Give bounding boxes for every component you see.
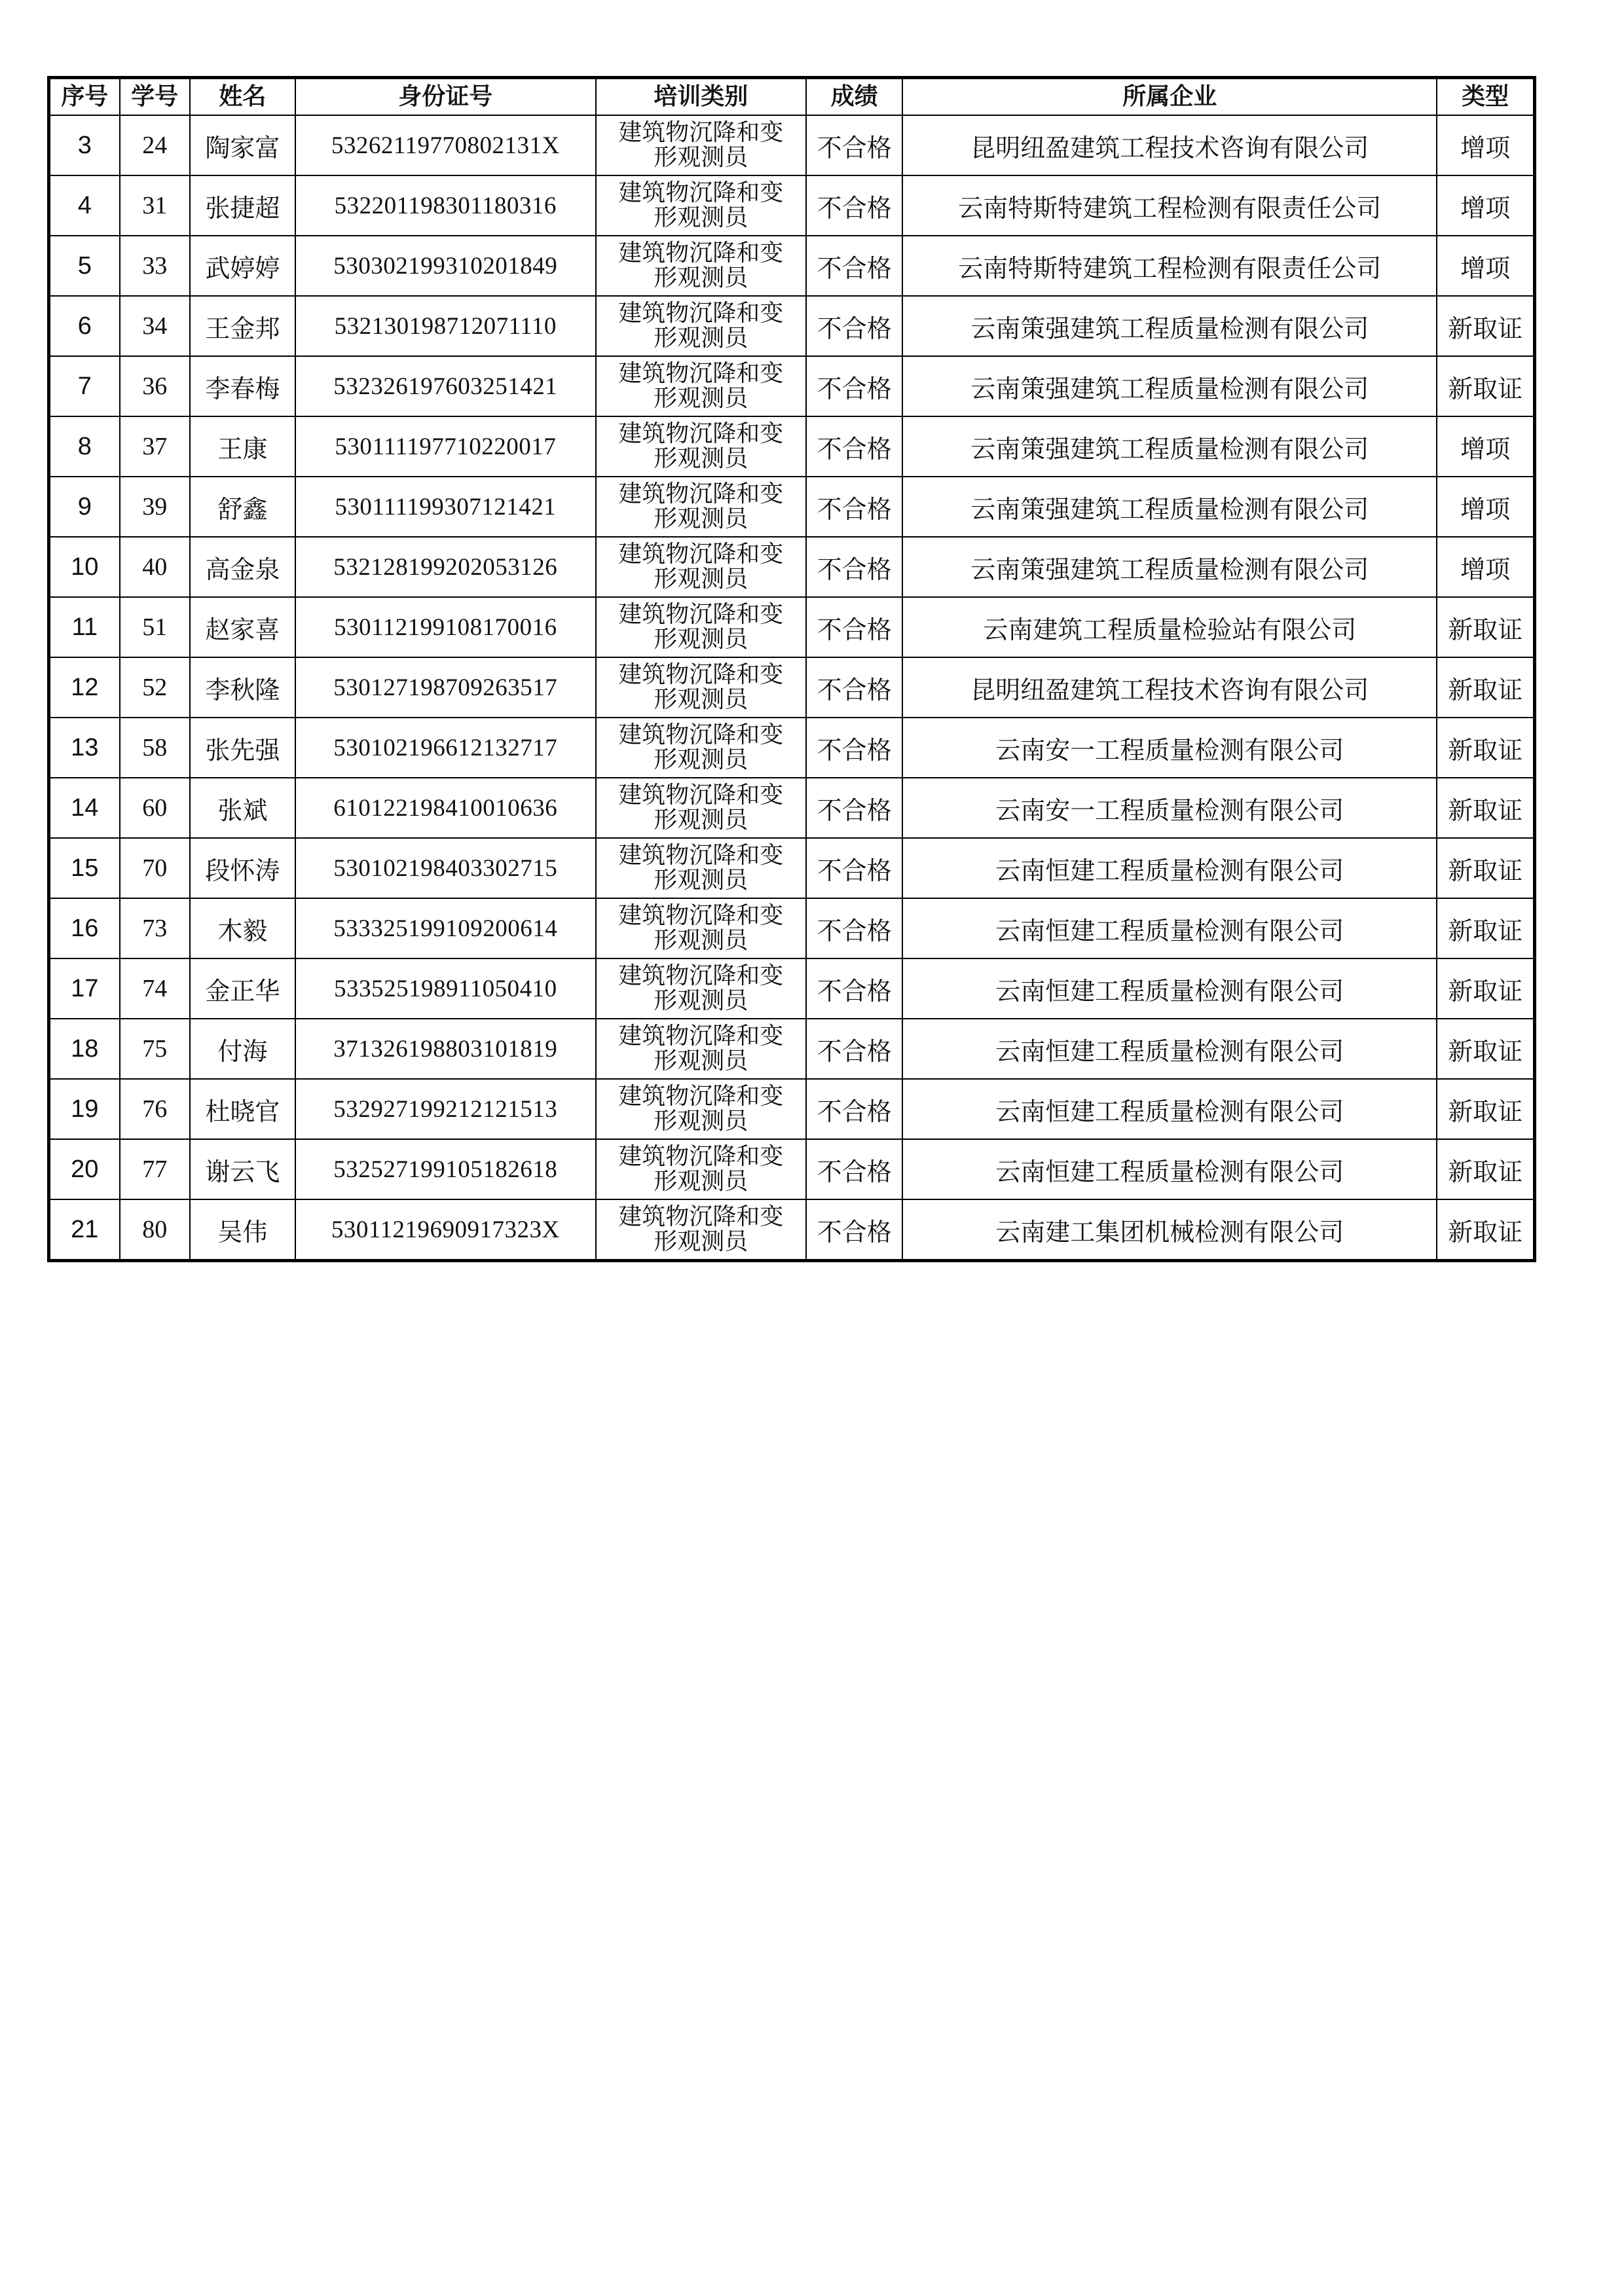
category-line: 建筑物沉降和变 bbox=[618, 721, 784, 748]
cell-student-no: 75 bbox=[120, 1019, 190, 1079]
cell-training-category bbox=[596, 296, 806, 356]
cell-score: 不合格 bbox=[806, 958, 902, 1019]
cell-score: 不合格 bbox=[806, 718, 902, 778]
table-body bbox=[49, 115, 1535, 1261]
cell-seq: 18 bbox=[49, 1019, 120, 1079]
cell-name: 金正华 bbox=[190, 958, 295, 1019]
cell-company: 云南策强建筑工程质量检测有限公司 bbox=[902, 537, 1437, 597]
cell-score: 不合格 bbox=[806, 416, 902, 477]
cell-seq: 16 bbox=[49, 898, 120, 958]
cell-seq: 13 bbox=[49, 718, 120, 778]
cell-student-no: 73 bbox=[120, 898, 190, 958]
category-line: 形观测员 bbox=[654, 987, 748, 1014]
cell-training-category bbox=[596, 537, 806, 597]
cell-seq: 9 bbox=[49, 477, 120, 537]
cell-company: 云南策强建筑工程质量检测有限公司 bbox=[902, 296, 1437, 356]
cell-training-category bbox=[596, 597, 806, 657]
cell-type: 增项 bbox=[1437, 477, 1534, 537]
cell-name: 王康 bbox=[190, 416, 295, 477]
cell-id-number: 530302199310201849 bbox=[295, 236, 596, 296]
cell-name: 杜晓官 bbox=[190, 1079, 295, 1139]
table-row bbox=[49, 898, 1535, 958]
cell-training-category bbox=[596, 356, 806, 416]
cell-type: 新取证 bbox=[1437, 958, 1534, 1019]
cell-training-category bbox=[596, 778, 806, 838]
cell-training-category bbox=[596, 898, 806, 958]
cell-company: 云南恒建工程质量检测有限公司 bbox=[902, 898, 1437, 958]
category-line: 建筑物沉降和变 bbox=[618, 842, 784, 869]
cell-id-number: 532326197603251421 bbox=[295, 356, 596, 416]
table-row bbox=[49, 1079, 1535, 1139]
cell-seq: 4 bbox=[49, 175, 120, 236]
cell-name: 谢云飞 bbox=[190, 1139, 295, 1199]
cell-type: 新取证 bbox=[1437, 1199, 1534, 1261]
category-line: 形观测员 bbox=[654, 1168, 748, 1195]
cell-seq: 5 bbox=[49, 236, 120, 296]
table-row bbox=[49, 115, 1535, 175]
header-id-number: 身份证号 bbox=[295, 78, 596, 116]
cell-seq: 15 bbox=[49, 838, 120, 898]
cell-company: 云南恒建工程质量检测有限公司 bbox=[902, 958, 1437, 1019]
category-line: 形观测员 bbox=[654, 325, 748, 352]
cell-id-number: 533525198911050410 bbox=[295, 958, 596, 1019]
cell-type: 新取证 bbox=[1437, 898, 1534, 958]
category-line: 建筑物沉降和变 bbox=[618, 179, 784, 206]
cell-student-no: 39 bbox=[120, 477, 190, 537]
cell-id-number: 530111197710220017 bbox=[295, 416, 596, 477]
header-row bbox=[49, 78, 1535, 116]
cell-id-number: 53011219690917323X bbox=[295, 1199, 596, 1261]
cell-student-no: 40 bbox=[120, 537, 190, 597]
cell-score: 不合格 bbox=[806, 537, 902, 597]
category-line: 建筑物沉降和变 bbox=[618, 962, 784, 989]
cell-score: 不合格 bbox=[806, 898, 902, 958]
category-line: 形观测员 bbox=[654, 746, 748, 773]
table-row bbox=[49, 1139, 1535, 1199]
cell-training-category bbox=[596, 175, 806, 236]
cell-training-category bbox=[596, 1139, 806, 1199]
cell-id-number: 530102198403302715 bbox=[295, 838, 596, 898]
cell-name: 陶家富 bbox=[190, 115, 295, 175]
cell-type: 增项 bbox=[1437, 115, 1534, 175]
table-row bbox=[49, 958, 1535, 1019]
cell-name: 李春梅 bbox=[190, 356, 295, 416]
cell-training-category bbox=[596, 1079, 806, 1139]
cell-score: 不合格 bbox=[806, 657, 902, 718]
cell-score: 不合格 bbox=[806, 1139, 902, 1199]
cell-name: 段怀涛 bbox=[190, 838, 295, 898]
cell-training-category bbox=[596, 1199, 806, 1261]
table-row bbox=[49, 236, 1535, 296]
header-name: 姓名 bbox=[190, 78, 295, 116]
cell-company: 云南恒建工程质量检测有限公司 bbox=[902, 1079, 1437, 1139]
header-company: 所属企业 bbox=[902, 78, 1437, 116]
cell-seq: 19 bbox=[49, 1079, 120, 1139]
cell-id-number: 533325199109200614 bbox=[295, 898, 596, 958]
cell-type: 新取证 bbox=[1437, 718, 1534, 778]
cell-company: 云南特斯特建筑工程检测有限责任公司 bbox=[902, 175, 1437, 236]
category-line: 建筑物沉降和变 bbox=[618, 601, 784, 628]
cell-type: 新取证 bbox=[1437, 838, 1534, 898]
category-line: 建筑物沉降和变 bbox=[618, 1023, 784, 1049]
cell-name: 吴伟 bbox=[190, 1199, 295, 1261]
cell-training-category bbox=[596, 718, 806, 778]
table-row bbox=[49, 296, 1535, 356]
cell-id-number: 610122198410010636 bbox=[295, 778, 596, 838]
category-line: 建筑物沉降和变 bbox=[618, 541, 784, 568]
cell-seq: 12 bbox=[49, 657, 120, 718]
cell-student-no: 36 bbox=[120, 356, 190, 416]
cell-company: 云南安一工程质量检测有限公司 bbox=[902, 718, 1437, 778]
cell-company: 昆明纽盈建筑工程技术咨询有限公司 bbox=[902, 115, 1437, 175]
category-line: 形观测员 bbox=[654, 566, 748, 592]
cell-type: 新取证 bbox=[1437, 597, 1534, 657]
cell-training-category bbox=[596, 236, 806, 296]
category-line: 形观测员 bbox=[654, 385, 748, 412]
category-line: 建筑物沉降和变 bbox=[618, 782, 784, 809]
cell-company: 云南安一工程质量检测有限公司 bbox=[902, 778, 1437, 838]
cell-company: 云南恒建工程质量检测有限公司 bbox=[902, 1139, 1437, 1199]
cell-name: 武婷婷 bbox=[190, 236, 295, 296]
cell-score: 不合格 bbox=[806, 296, 902, 356]
cell-type: 新取证 bbox=[1437, 1019, 1534, 1079]
cell-company: 云南建工集团机械检测有限公司 bbox=[902, 1199, 1437, 1261]
category-line: 形观测员 bbox=[654, 626, 748, 653]
cell-score: 不合格 bbox=[806, 236, 902, 296]
cell-score: 不合格 bbox=[806, 477, 902, 537]
cell-name: 付海 bbox=[190, 1019, 295, 1079]
cell-type: 增项 bbox=[1437, 236, 1534, 296]
cell-name: 木毅 bbox=[190, 898, 295, 958]
cell-seq: 20 bbox=[49, 1139, 120, 1199]
cell-name: 高金泉 bbox=[190, 537, 295, 597]
category-line: 建筑物沉降和变 bbox=[618, 1203, 784, 1230]
table-row bbox=[49, 838, 1535, 898]
cell-id-number: 530111199307121421 bbox=[295, 477, 596, 537]
cell-score: 不合格 bbox=[806, 1079, 902, 1139]
cell-student-no: 58 bbox=[120, 718, 190, 778]
cell-student-no: 60 bbox=[120, 778, 190, 838]
cell-company: 云南策强建筑工程质量检测有限公司 bbox=[902, 416, 1437, 477]
cell-score: 不合格 bbox=[806, 115, 902, 175]
cell-id-number: 53262119770802131X bbox=[295, 115, 596, 175]
cell-id-number: 532527199105182618 bbox=[295, 1139, 596, 1199]
cell-training-category bbox=[596, 958, 806, 1019]
table-row bbox=[49, 356, 1535, 416]
header-seq: 序号 bbox=[49, 78, 120, 116]
cell-company: 云南恒建工程质量检测有限公司 bbox=[902, 838, 1437, 898]
cell-score: 不合格 bbox=[806, 778, 902, 838]
cell-score: 不合格 bbox=[806, 175, 902, 236]
results-table bbox=[47, 76, 1536, 1262]
cell-student-no: 76 bbox=[120, 1079, 190, 1139]
cell-student-no: 80 bbox=[120, 1199, 190, 1261]
cell-score: 不合格 bbox=[806, 838, 902, 898]
table-row bbox=[49, 416, 1535, 477]
category-line: 形观测员 bbox=[654, 867, 748, 894]
table-row bbox=[49, 597, 1535, 657]
cell-student-no: 33 bbox=[120, 236, 190, 296]
category-line: 建筑物沉降和变 bbox=[618, 119, 784, 146]
table-header bbox=[49, 78, 1535, 116]
cell-id-number: 532201198301180316 bbox=[295, 175, 596, 236]
cell-id-number: 530127198709263517 bbox=[295, 657, 596, 718]
category-line: 建筑物沉降和变 bbox=[618, 360, 784, 387]
cell-student-no: 24 bbox=[120, 115, 190, 175]
cell-seq: 8 bbox=[49, 416, 120, 477]
cell-training-category bbox=[596, 838, 806, 898]
category-line: 建筑物沉降和变 bbox=[618, 300, 784, 327]
cell-seq: 14 bbox=[49, 778, 120, 838]
category-line: 形观测员 bbox=[654, 807, 748, 833]
cell-student-no: 74 bbox=[120, 958, 190, 1019]
cell-student-no: 34 bbox=[120, 296, 190, 356]
category-line: 建筑物沉降和变 bbox=[618, 481, 784, 507]
category-line: 形观测员 bbox=[654, 1108, 748, 1135]
cell-id-number: 530112199108170016 bbox=[295, 597, 596, 657]
cell-type: 新取证 bbox=[1437, 1079, 1534, 1139]
cell-name: 王金邦 bbox=[190, 296, 295, 356]
category-line: 建筑物沉降和变 bbox=[618, 1083, 784, 1110]
cell-training-category bbox=[596, 416, 806, 477]
category-line: 形观测员 bbox=[654, 144, 748, 171]
cell-student-no: 52 bbox=[120, 657, 190, 718]
cell-type: 新取证 bbox=[1437, 778, 1534, 838]
cell-company: 云南特斯特建筑工程检测有限责任公司 bbox=[902, 236, 1437, 296]
table-row bbox=[49, 718, 1535, 778]
cell-score: 不合格 bbox=[806, 1019, 902, 1079]
category-line: 形观测员 bbox=[654, 264, 748, 291]
cell-type: 增项 bbox=[1437, 416, 1534, 477]
table-row bbox=[49, 537, 1535, 597]
cell-seq: 11 bbox=[49, 597, 120, 657]
cell-type: 增项 bbox=[1437, 175, 1534, 236]
category-line: 形观测员 bbox=[654, 505, 748, 532]
category-line: 形观测员 bbox=[654, 686, 748, 713]
category-line: 建筑物沉降和变 bbox=[618, 240, 784, 266]
cell-training-category bbox=[596, 477, 806, 537]
cell-name: 赵家喜 bbox=[190, 597, 295, 657]
cell-student-no: 37 bbox=[120, 416, 190, 477]
cell-type: 新取证 bbox=[1437, 1139, 1534, 1199]
cell-training-category bbox=[596, 115, 806, 175]
cell-student-no: 77 bbox=[120, 1139, 190, 1199]
header-student-no: 学号 bbox=[120, 78, 190, 116]
cell-training-category bbox=[596, 657, 806, 718]
category-line: 建筑物沉降和变 bbox=[618, 902, 784, 929]
category-line: 形观测员 bbox=[654, 927, 748, 954]
cell-type: 新取证 bbox=[1437, 356, 1534, 416]
cell-score: 不合格 bbox=[806, 1199, 902, 1261]
results-sheet bbox=[47, 76, 1536, 1262]
table-row bbox=[49, 175, 1535, 236]
cell-seq: 10 bbox=[49, 537, 120, 597]
header-score: 成绩 bbox=[806, 78, 902, 116]
cell-student-no: 31 bbox=[120, 175, 190, 236]
cell-name: 张捷超 bbox=[190, 175, 295, 236]
cell-seq: 7 bbox=[49, 356, 120, 416]
cell-type: 增项 bbox=[1437, 537, 1534, 597]
category-line: 形观测员 bbox=[654, 1228, 748, 1255]
cell-id-number: 371326198803101819 bbox=[295, 1019, 596, 1079]
cell-company: 云南策强建筑工程质量检测有限公司 bbox=[902, 477, 1437, 537]
cell-score: 不合格 bbox=[806, 356, 902, 416]
category-line: 形观测员 bbox=[654, 1048, 748, 1074]
category-line: 形观测员 bbox=[654, 204, 748, 231]
cell-seq: 21 bbox=[49, 1199, 120, 1261]
cell-seq: 3 bbox=[49, 115, 120, 175]
cell-student-no: 51 bbox=[120, 597, 190, 657]
table-row bbox=[49, 1199, 1535, 1261]
cell-id-number: 532927199212121513 bbox=[295, 1079, 596, 1139]
cell-name: 张先强 bbox=[190, 718, 295, 778]
cell-id-number: 532128199202053126 bbox=[295, 537, 596, 597]
category-line: 建筑物沉降和变 bbox=[618, 1143, 784, 1170]
header-type: 类型 bbox=[1437, 78, 1534, 116]
cell-name: 李秋隆 bbox=[190, 657, 295, 718]
cell-score: 不合格 bbox=[806, 597, 902, 657]
cell-type: 新取证 bbox=[1437, 657, 1534, 718]
cell-company: 云南策强建筑工程质量检测有限公司 bbox=[902, 356, 1437, 416]
cell-id-number: 532130198712071110 bbox=[295, 296, 596, 356]
cell-company: 昆明纽盈建筑工程技术咨询有限公司 bbox=[902, 657, 1437, 718]
cell-name: 张斌 bbox=[190, 778, 295, 838]
cell-company: 云南建筑工程质量检验站有限公司 bbox=[902, 597, 1437, 657]
cell-company: 云南恒建工程质量检测有限公司 bbox=[902, 1019, 1437, 1079]
cell-name: 舒鑫 bbox=[190, 477, 295, 537]
cell-seq: 6 bbox=[49, 296, 120, 356]
cell-training-category bbox=[596, 1019, 806, 1079]
category-line: 建筑物沉降和变 bbox=[618, 661, 784, 688]
category-line: 形观测员 bbox=[654, 445, 748, 472]
table-row bbox=[49, 477, 1535, 537]
category-line: 建筑物沉降和变 bbox=[618, 420, 784, 447]
header-training-category: 培训类别 bbox=[596, 78, 806, 116]
cell-student-no: 70 bbox=[120, 838, 190, 898]
table-row bbox=[49, 657, 1535, 718]
cell-id-number: 530102196612132717 bbox=[295, 718, 596, 778]
table-row bbox=[49, 1019, 1535, 1079]
cell-type: 新取证 bbox=[1437, 296, 1534, 356]
table-row bbox=[49, 778, 1535, 838]
cell-seq: 17 bbox=[49, 958, 120, 1019]
